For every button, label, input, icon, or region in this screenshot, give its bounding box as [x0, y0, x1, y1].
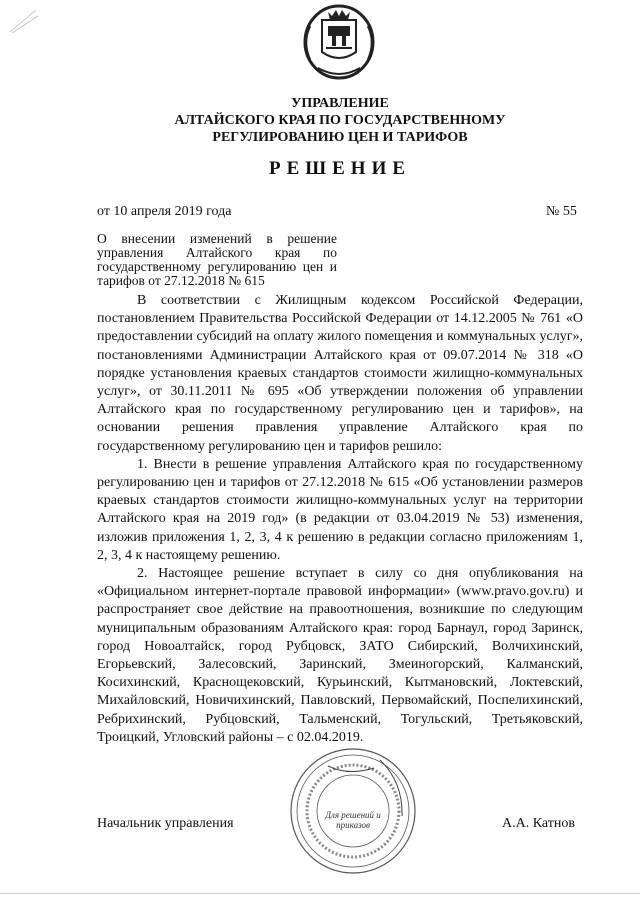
body-paragraph-item-1: 1. Внести в решение управления Алтайского края по государственному регулированию цен и тарифов от 27.12.2018 № 615 «Об установлении размеров краевых стандартов стоимости жилищно-коммунальных услуг на территории Алтайского края на 2019 год» (в редакции от 03.04.2019 № 53) изменения, изложив приложения 1, 2, 3, 4 к решению в редакции согласно приложениям 1, 2, 3, 4 к настоящему решению.	[97, 456, 583, 563]
org-line-3: РЕГУЛИРОВАНИЮ ЦЕН И ТАРИФОВ	[212, 130, 468, 145]
bottom-scan-edge	[0, 893, 640, 894]
issuing-authority	[150, 95, 530, 146]
signatory-name: А.А. Катнов	[502, 816, 575, 831]
document-body	[97, 292, 583, 747]
org-line-2: АЛТАЙСКОГО КРАЯ ПО ГОСУДАРСТВЕННОМУ	[174, 113, 506, 128]
corner-mark-icon	[6, 6, 46, 36]
signatory-position: Начальник управления	[97, 816, 234, 831]
body-paragraph-item-2: 2. Настоящее решение вступает в силу со дня опубликования на «Официальном интернет-портале правовой информации» (www.pravo.gov.ru) и распространяет свое действие на правоотношения, возникшие по следующим муниципальным образованиям Алтайского края: город Барнаул, город Заринск, город Новоалтайск, город Рубцовск, ЗАТО Сибирский, Волчихинский, Егорьевский, Залесовский, Заринский, Змеиногорский, Калманский, Косихинский, Краснощековский, Курьинский, Кытмановский, Локтевский, Михайловский, Новичихинский, Павловский, Первомайский, Поспелихинский, Ребрихинский, Рубцовский, Тальменский, Тогульский, Третьяковский, Троицкий, Угловский районы – с 02.04.2019.	[97, 566, 583, 745]
document-date: от 10 апреля 2019 года	[97, 204, 232, 219]
document-number: № 55	[546, 204, 577, 219]
org-line-1: УПРАВЛЕНИЕ	[291, 96, 389, 111]
body-paragraph-preamble: В соответствии с Жилищным кодексом Российской Федерации, постановлением Правительства Российской Федерации от 14.12.2005 № 761 «О предоставлении субсидий на оплату жилого помещения и коммунальных услуг», постановлениями Администрации Алтайского края от 09.07.2014 № 318 «О порядке установления краевых стандартов стоимости жилищно-коммунальных услуг», от 30.11.2011 № 695 «Об утверждении положения об управлении Алтайского края по государственному регулированию цен и тарифов», на основании решения правления управление Алтайского края по государственному регулированию цен и тарифов решило:	[97, 293, 583, 454]
document-title: РЕШЕНИЕ	[268, 158, 412, 179]
coat-of-arms-emblem	[298, 2, 380, 82]
stamp-inner-text: Для решений и приказов	[325, 810, 381, 830]
document-subject: О внесении изменений в решение управления Алтайского края по государственному регулированию цен и тарифов от 27.12.2018 № 615	[97, 231, 337, 288]
